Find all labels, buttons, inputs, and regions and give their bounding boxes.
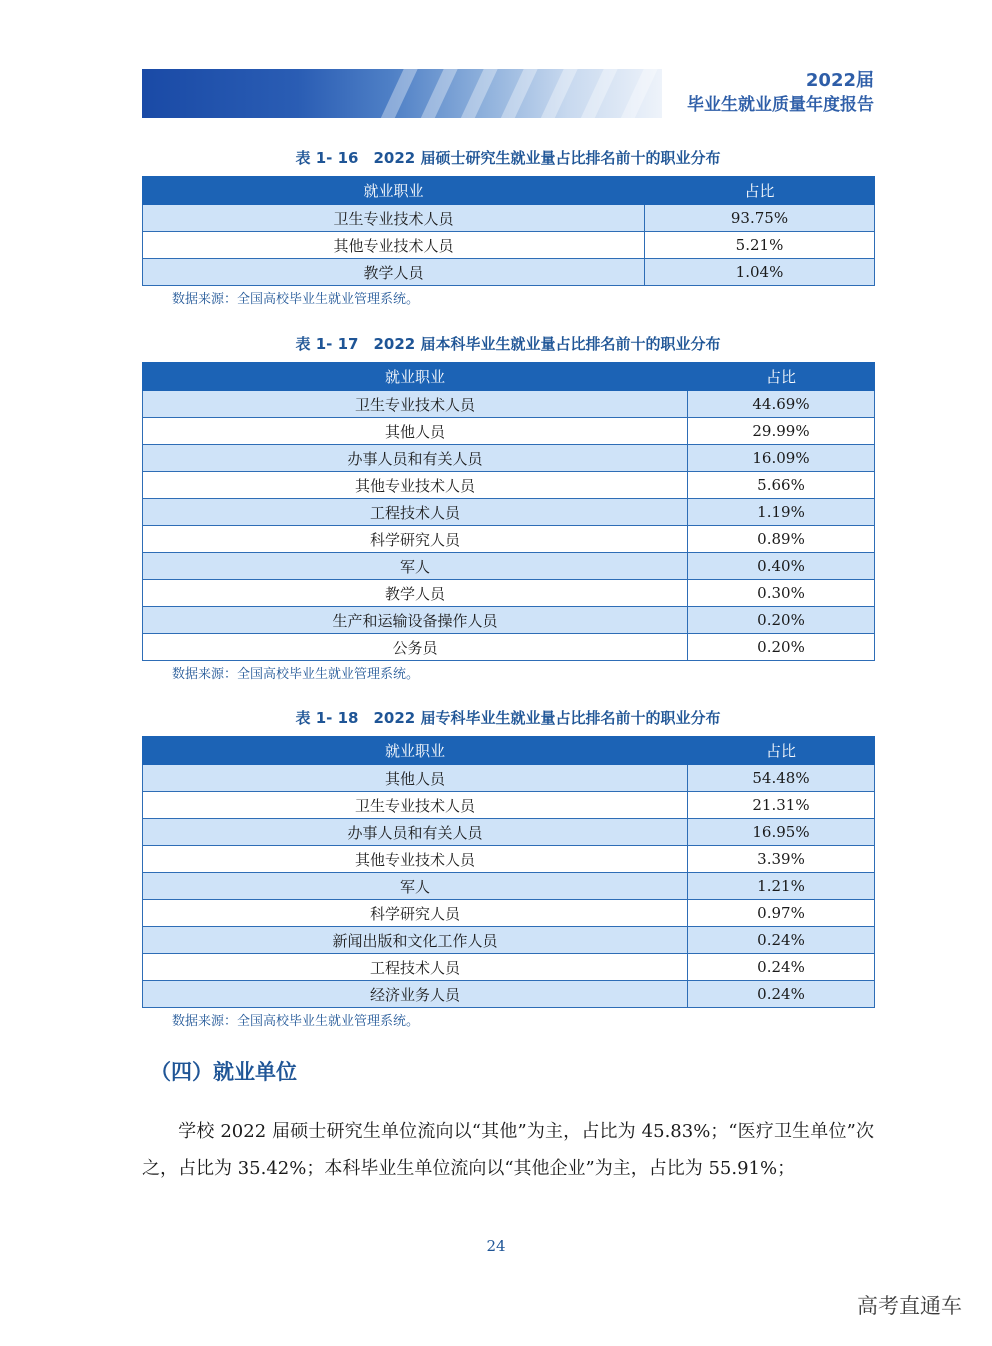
occupation-cell: 公务员 (143, 634, 688, 661)
column-header: 占比 (645, 177, 875, 205)
occupation-cell: 军人 (143, 553, 688, 580)
paragraph-text: 学校 2022 届硕士研究生单位流向以“其他”为主，占比为 45.83%；“医疗卫生单位”次之，占比为 35.42%；本科毕业生单位流向以“其他企业”为主，占比为 55.91%； (142, 1121, 874, 1179)
share-cell: 0.30% (688, 580, 875, 607)
share-cell: 16.09% (688, 445, 875, 472)
watermark-logo: 高考直通车 (857, 1294, 962, 1318)
table-row (143, 418, 875, 445)
table-row (143, 553, 875, 580)
table-row (143, 472, 875, 499)
occupation-cell: 经济业务人员 (143, 981, 688, 1008)
occupation-cell: 其他专业技术人员 (143, 232, 645, 259)
table-row (143, 954, 875, 981)
data-source-note: 数据来源：全国高校毕业生就业管理系统。 (172, 292, 420, 307)
table-header-row (143, 363, 875, 391)
share-cell: 0.24% (688, 927, 875, 954)
occupation-table-bachelor (142, 362, 875, 661)
share-cell: 0.89% (688, 526, 875, 553)
header-banner (142, 69, 662, 118)
share-cell: 3.39% (688, 846, 875, 873)
table-row (143, 846, 875, 873)
occupation-table-vocational (142, 736, 875, 1008)
share-cell: 44.69% (688, 391, 875, 418)
report-year: 2022届 (805, 70, 874, 91)
share-cell: 5.21% (645, 232, 875, 259)
occupation-cell: 其他人员 (143, 765, 688, 792)
occupation-cell: 卫生专业技术人员 (143, 792, 688, 819)
table-title: 表 1- 17 2022 届本科毕业生就业量占比排名前十的职业分布 (295, 335, 721, 353)
data-source-note: 数据来源：全国高校毕业生就业管理系统。 (172, 1014, 420, 1029)
occupation-cell: 卫生专业技术人员 (143, 391, 688, 418)
share-cell: 5.66% (688, 472, 875, 499)
share-cell: 1.04% (645, 259, 875, 286)
table-header-row (143, 177, 875, 205)
table-row (143, 792, 875, 819)
occupation-cell: 卫生专业技术人员 (143, 205, 645, 232)
table-row (143, 981, 875, 1008)
report-header (687, 68, 874, 118)
share-cell: 0.20% (688, 607, 875, 634)
table-row (143, 900, 875, 927)
table-row (143, 205, 875, 232)
occupation-cell: 科学研究人员 (143, 526, 688, 553)
table-row (143, 819, 875, 846)
table-row (143, 765, 875, 792)
column-header: 占比 (688, 363, 875, 391)
section-heading: （四）就业单位 (150, 1060, 297, 1084)
share-cell: 0.97% (688, 900, 875, 927)
table-row (143, 927, 875, 954)
share-cell: 29.99% (688, 418, 875, 445)
occupation-cell: 其他专业技术人员 (143, 846, 688, 873)
share-cell: 1.19% (688, 499, 875, 526)
table-row (143, 259, 875, 286)
table-row (143, 580, 875, 607)
table-row (143, 445, 875, 472)
occupation-cell: 科学研究人员 (143, 900, 688, 927)
report-title: 毕业生就业质量年度报告 (687, 95, 874, 115)
table-row (143, 873, 875, 900)
occupation-cell: 办事人员和有关人员 (143, 819, 688, 846)
occupation-cell: 生产和运输设备操作人员 (143, 607, 688, 634)
column-header: 占比 (688, 737, 875, 765)
share-cell: 0.24% (688, 954, 875, 981)
column-header: 就业职业 (143, 363, 688, 391)
occupation-cell: 办事人员和有关人员 (143, 445, 688, 472)
occupation-table-master (142, 176, 875, 286)
table-row (143, 499, 875, 526)
share-cell: 0.40% (688, 553, 875, 580)
share-cell: 0.24% (688, 981, 875, 1008)
share-cell: 16.95% (688, 819, 875, 846)
table-title: 表 1- 18 2022 届专科毕业生就业量占比排名前十的职业分布 (295, 709, 721, 727)
occupation-cell: 教学人员 (143, 259, 645, 286)
share-cell: 54.48% (688, 765, 875, 792)
occupation-cell: 工程技术人员 (143, 954, 688, 981)
occupation-cell: 新闻出版和文化工作人员 (143, 927, 688, 954)
body-paragraph (142, 1113, 874, 1187)
occupation-cell: 其他人员 (143, 418, 688, 445)
table-header-row (143, 737, 875, 765)
data-source-note: 数据来源：全国高校毕业生就业管理系统。 (172, 667, 420, 682)
page-number: 24 (486, 1237, 506, 1255)
table-row (143, 607, 875, 634)
share-cell: 1.21% (688, 873, 875, 900)
share-cell: 93.75% (645, 205, 875, 232)
table-row (143, 232, 875, 259)
column-header: 就业职业 (143, 177, 645, 205)
share-cell: 0.20% (688, 634, 875, 661)
share-cell: 21.31% (688, 792, 875, 819)
column-header: 就业职业 (143, 737, 688, 765)
table-row (143, 391, 875, 418)
table-row (143, 526, 875, 553)
occupation-cell: 其他专业技术人员 (143, 472, 688, 499)
occupation-cell: 军人 (143, 873, 688, 900)
table-title: 表 1- 16 2022 届硕士研究生就业量占比排名前十的职业分布 (295, 149, 721, 167)
occupation-cell: 教学人员 (143, 580, 688, 607)
table-row (143, 634, 875, 661)
occupation-cell: 工程技术人员 (143, 499, 688, 526)
